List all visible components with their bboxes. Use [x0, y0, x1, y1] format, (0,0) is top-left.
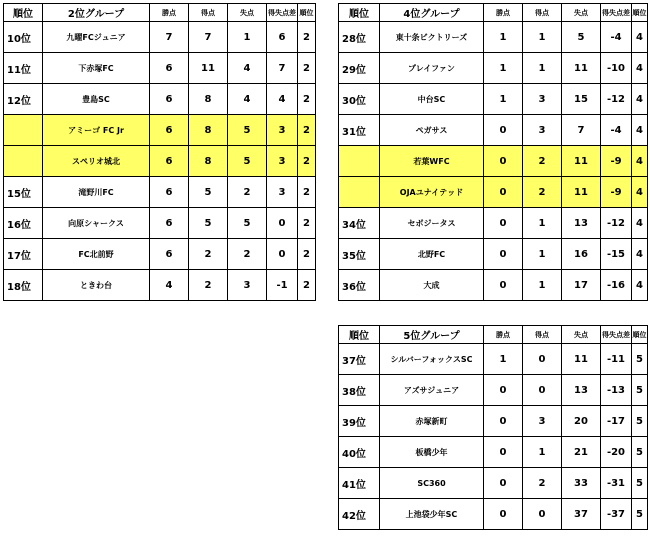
table-row — [339, 375, 648, 406]
table-row — [339, 146, 648, 177]
team-name-cell: SC360 — [380, 468, 484, 499]
group-title: 2位グループ — [43, 4, 150, 22]
rank-cell: 11位 — [4, 53, 43, 84]
position-cell: 5 — [632, 468, 648, 499]
table-row — [339, 239, 648, 270]
goals-against-cell: 7 — [562, 115, 601, 146]
position-cell: 5 — [632, 375, 648, 406]
header-row — [339, 326, 648, 344]
position-cell: 4 — [632, 22, 648, 53]
goals-against-cell: 4 — [228, 84, 267, 115]
table-row — [339, 437, 648, 468]
table-row — [4, 84, 316, 115]
group-4-rows — [339, 22, 648, 301]
team-name-cell: 若葉WFC — [380, 146, 484, 177]
rank-cell: 36位 — [339, 270, 380, 301]
points-cell: 4 — [150, 270, 189, 301]
position-cell: 2 — [298, 270, 316, 301]
points-cell: 0 — [484, 208, 523, 239]
goal-difference-cell: 3 — [267, 115, 298, 146]
position-cell: 2 — [298, 22, 316, 53]
rank-cell: 38位 — [339, 375, 380, 406]
goals-for-cell: 5 — [189, 208, 228, 239]
rank-cell — [4, 115, 43, 146]
goals-against-cell: 11 — [562, 146, 601, 177]
header-points: 勝点 — [484, 326, 523, 344]
goal-difference-cell: 7 — [267, 53, 298, 84]
goals-for-cell: 0 — [523, 375, 562, 406]
position-cell: 5 — [632, 437, 648, 468]
points-cell: 0 — [484, 115, 523, 146]
goals-against-cell: 5 — [562, 22, 601, 53]
rank-cell: 42位 — [339, 499, 380, 530]
points-cell: 0 — [484, 375, 523, 406]
goals-for-cell: 8 — [189, 115, 228, 146]
header-goal-difference: 得失点差 — [601, 326, 632, 344]
goals-against-cell: 4 — [228, 53, 267, 84]
goals-against-cell: 2 — [228, 177, 267, 208]
goal-difference-cell: 0 — [267, 239, 298, 270]
goals-for-cell: 1 — [523, 437, 562, 468]
header-points: 勝点 — [484, 4, 523, 22]
points-cell: 0 — [484, 499, 523, 530]
header-row — [4, 4, 316, 22]
points-cell: 1 — [484, 53, 523, 84]
position-cell: 5 — [632, 344, 648, 375]
points-cell: 6 — [150, 84, 189, 115]
position-cell: 5 — [632, 499, 648, 530]
goals-for-cell: 1 — [523, 53, 562, 84]
goals-against-cell: 1 — [228, 22, 267, 53]
goals-for-cell: 2 — [523, 468, 562, 499]
team-name-cell: アミーゴ FC Jr — [43, 115, 150, 146]
points-cell: 6 — [150, 146, 189, 177]
points-cell: 0 — [484, 146, 523, 177]
header-position: 順位 — [632, 326, 648, 344]
table-row — [339, 499, 648, 530]
position-cell: 2 — [298, 177, 316, 208]
goals-for-cell: 2 — [523, 146, 562, 177]
team-name-cell: ペガサス — [380, 115, 484, 146]
position-cell: 4 — [632, 270, 648, 301]
header-goals-for: 得点 — [523, 4, 562, 22]
table-row — [339, 270, 648, 301]
goal-difference-cell: -31 — [601, 468, 632, 499]
team-name-cell: スペリオ城北 — [43, 146, 150, 177]
goals-against-cell: 15 — [562, 84, 601, 115]
points-cell: 6 — [150, 53, 189, 84]
goals-against-cell: 33 — [562, 468, 601, 499]
goals-for-cell: 3 — [523, 115, 562, 146]
goal-difference-cell: -20 — [601, 437, 632, 468]
team-name-cell: 上池袋少年SC — [380, 499, 484, 530]
goals-for-cell: 5 — [189, 177, 228, 208]
rank-cell: 10位 — [4, 22, 43, 53]
position-cell: 2 — [298, 53, 316, 84]
team-name-cell: 豊島SC — [43, 84, 150, 115]
group-title: 5位グループ — [380, 326, 484, 344]
header-goals-for: 得点 — [189, 4, 228, 22]
goals-against-cell: 2 — [228, 239, 267, 270]
goal-difference-cell: -10 — [601, 53, 632, 84]
points-cell: 0 — [484, 468, 523, 499]
points-cell: 0 — [484, 239, 523, 270]
goals-for-cell: 8 — [189, 84, 228, 115]
group-4-table — [338, 3, 648, 301]
position-cell: 2 — [298, 146, 316, 177]
table-row — [4, 177, 316, 208]
group-2-rows — [4, 22, 316, 301]
points-cell: 6 — [150, 177, 189, 208]
team-name-cell: 下赤塚FC — [43, 53, 150, 84]
group-title: 4位グループ — [380, 4, 484, 22]
team-name-cell: プレイファン — [380, 53, 484, 84]
table-row — [339, 177, 648, 208]
goal-difference-cell: -4 — [601, 115, 632, 146]
goal-difference-cell: -9 — [601, 146, 632, 177]
rank-cell — [4, 146, 43, 177]
rank-cell: 31位 — [339, 115, 380, 146]
goals-against-cell: 13 — [562, 208, 601, 239]
table-row — [4, 239, 316, 270]
goals-for-cell: 0 — [523, 344, 562, 375]
position-cell: 2 — [298, 84, 316, 115]
goal-difference-cell: -17 — [601, 406, 632, 437]
header-goal-difference: 得失点差 — [601, 4, 632, 22]
team-name-cell: シルバーフォックスSC — [380, 344, 484, 375]
team-name-cell: アズサジュニア — [380, 375, 484, 406]
position-cell: 4 — [632, 146, 648, 177]
goal-difference-cell: -15 — [601, 239, 632, 270]
rank-cell — [339, 177, 380, 208]
points-cell: 6 — [150, 239, 189, 270]
table-row — [339, 84, 648, 115]
points-cell: 1 — [484, 344, 523, 375]
goals-for-cell: 1 — [523, 208, 562, 239]
position-cell: 4 — [632, 239, 648, 270]
position-cell: 2 — [298, 239, 316, 270]
goal-difference-cell: -12 — [601, 84, 632, 115]
rank-cell: 16位 — [4, 208, 43, 239]
goals-for-cell: 2 — [523, 177, 562, 208]
goals-for-cell: 3 — [523, 84, 562, 115]
goal-difference-cell: -16 — [601, 270, 632, 301]
position-cell: 4 — [632, 84, 648, 115]
rank-cell: 18位 — [4, 270, 43, 301]
table-row — [339, 22, 648, 53]
rank-cell: 29位 — [339, 53, 380, 84]
goals-against-cell: 11 — [562, 344, 601, 375]
goals-against-cell: 5 — [228, 115, 267, 146]
team-name-cell: 中台SC — [380, 84, 484, 115]
position-cell: 5 — [632, 406, 648, 437]
goal-difference-cell: -1 — [267, 270, 298, 301]
header-goals-against: 失点 — [228, 4, 267, 22]
table-row — [339, 208, 648, 239]
points-cell: 0 — [484, 177, 523, 208]
goal-difference-cell: -9 — [601, 177, 632, 208]
position-cell: 4 — [632, 115, 648, 146]
team-name-cell: ときわ台 — [43, 270, 150, 301]
team-name-cell: セボジータス — [380, 208, 484, 239]
position-cell: 2 — [298, 208, 316, 239]
rank-cell: 35位 — [339, 239, 380, 270]
position-cell: 4 — [632, 208, 648, 239]
table-row — [4, 270, 316, 301]
points-cell: 1 — [484, 22, 523, 53]
header-goal-difference: 得失点差 — [267, 4, 298, 22]
goal-difference-cell: 6 — [267, 22, 298, 53]
goal-difference-cell: 3 — [267, 146, 298, 177]
goals-against-cell: 20 — [562, 406, 601, 437]
rank-cell: 17位 — [4, 239, 43, 270]
goals-for-cell: 1 — [523, 270, 562, 301]
points-cell: 6 — [150, 208, 189, 239]
rank-cell: 30位 — [339, 84, 380, 115]
table-row — [4, 53, 316, 84]
rank-cell: 12位 — [4, 84, 43, 115]
table-row — [4, 146, 316, 177]
goal-difference-cell: -37 — [601, 499, 632, 530]
goals-for-cell: 3 — [523, 406, 562, 437]
table-row — [4, 208, 316, 239]
points-cell: 0 — [484, 270, 523, 301]
team-name-cell: 九曜FCジュニア — [43, 22, 150, 53]
goals-for-cell: 1 — [523, 239, 562, 270]
goal-difference-cell: -13 — [601, 375, 632, 406]
table-row — [339, 53, 648, 84]
goals-against-cell: 11 — [562, 177, 601, 208]
group-5-rows — [339, 344, 648, 530]
position-cell: 4 — [632, 177, 648, 208]
header-rank: 順位 — [4, 4, 43, 22]
header-rank: 順位 — [339, 4, 380, 22]
group-5-table — [338, 325, 648, 530]
group-2-table — [3, 3, 316, 301]
goals-against-cell: 37 — [562, 499, 601, 530]
position-cell: 4 — [632, 53, 648, 84]
rank-cell: 28位 — [339, 22, 380, 53]
goal-difference-cell: -11 — [601, 344, 632, 375]
goal-difference-cell: -12 — [601, 208, 632, 239]
table-row — [339, 468, 648, 499]
header-goals-for: 得点 — [523, 326, 562, 344]
table-row — [339, 344, 648, 375]
goals-for-cell: 0 — [523, 499, 562, 530]
goals-against-cell: 16 — [562, 239, 601, 270]
rank-cell: 40位 — [339, 437, 380, 468]
team-name-cell: OJAユナイテッド — [380, 177, 484, 208]
goal-difference-cell: 0 — [267, 208, 298, 239]
rank-cell — [339, 146, 380, 177]
goals-for-cell: 2 — [189, 270, 228, 301]
header-goals-against: 失点 — [562, 326, 601, 344]
goal-difference-cell: 3 — [267, 177, 298, 208]
table-row — [4, 115, 316, 146]
team-name-cell: 赤塚新町 — [380, 406, 484, 437]
goals-against-cell: 3 — [228, 270, 267, 301]
goals-against-cell: 17 — [562, 270, 601, 301]
header-points: 勝点 — [150, 4, 189, 22]
rank-cell: 34位 — [339, 208, 380, 239]
team-name-cell: 北野FC — [380, 239, 484, 270]
goals-against-cell: 5 — [228, 146, 267, 177]
rank-cell: 39位 — [339, 406, 380, 437]
team-name-cell: 滝野川FC — [43, 177, 150, 208]
rank-cell: 15位 — [4, 177, 43, 208]
header-row — [339, 4, 648, 22]
goals-against-cell: 21 — [562, 437, 601, 468]
goal-difference-cell: 4 — [267, 84, 298, 115]
points-cell: 0 — [484, 437, 523, 468]
header-goals-against: 失点 — [562, 4, 601, 22]
goals-against-cell: 5 — [228, 208, 267, 239]
team-name-cell: FC北前野 — [43, 239, 150, 270]
goal-difference-cell: -4 — [601, 22, 632, 53]
team-name-cell: 板橋少年 — [380, 437, 484, 468]
header-position: 順位 — [298, 4, 316, 22]
goals-against-cell: 11 — [562, 53, 601, 84]
points-cell: 0 — [484, 406, 523, 437]
team-name-cell: 向原シャークス — [43, 208, 150, 239]
team-name-cell: 東十条ビクトリーズ — [380, 22, 484, 53]
position-cell: 2 — [298, 115, 316, 146]
team-name-cell: 大成 — [380, 270, 484, 301]
rank-cell: 37位 — [339, 344, 380, 375]
header-position: 順位 — [632, 4, 648, 22]
goals-for-cell: 8 — [189, 146, 228, 177]
points-cell: 1 — [484, 84, 523, 115]
table-row — [4, 22, 316, 53]
goals-for-cell: 11 — [189, 53, 228, 84]
header-rank: 順位 — [339, 326, 380, 344]
table-row — [339, 115, 648, 146]
rank-cell: 41位 — [339, 468, 380, 499]
goals-for-cell: 7 — [189, 22, 228, 53]
goals-for-cell: 1 — [523, 22, 562, 53]
points-cell: 6 — [150, 115, 189, 146]
points-cell: 7 — [150, 22, 189, 53]
goals-against-cell: 13 — [562, 375, 601, 406]
table-row — [339, 406, 648, 437]
goals-for-cell: 2 — [189, 239, 228, 270]
